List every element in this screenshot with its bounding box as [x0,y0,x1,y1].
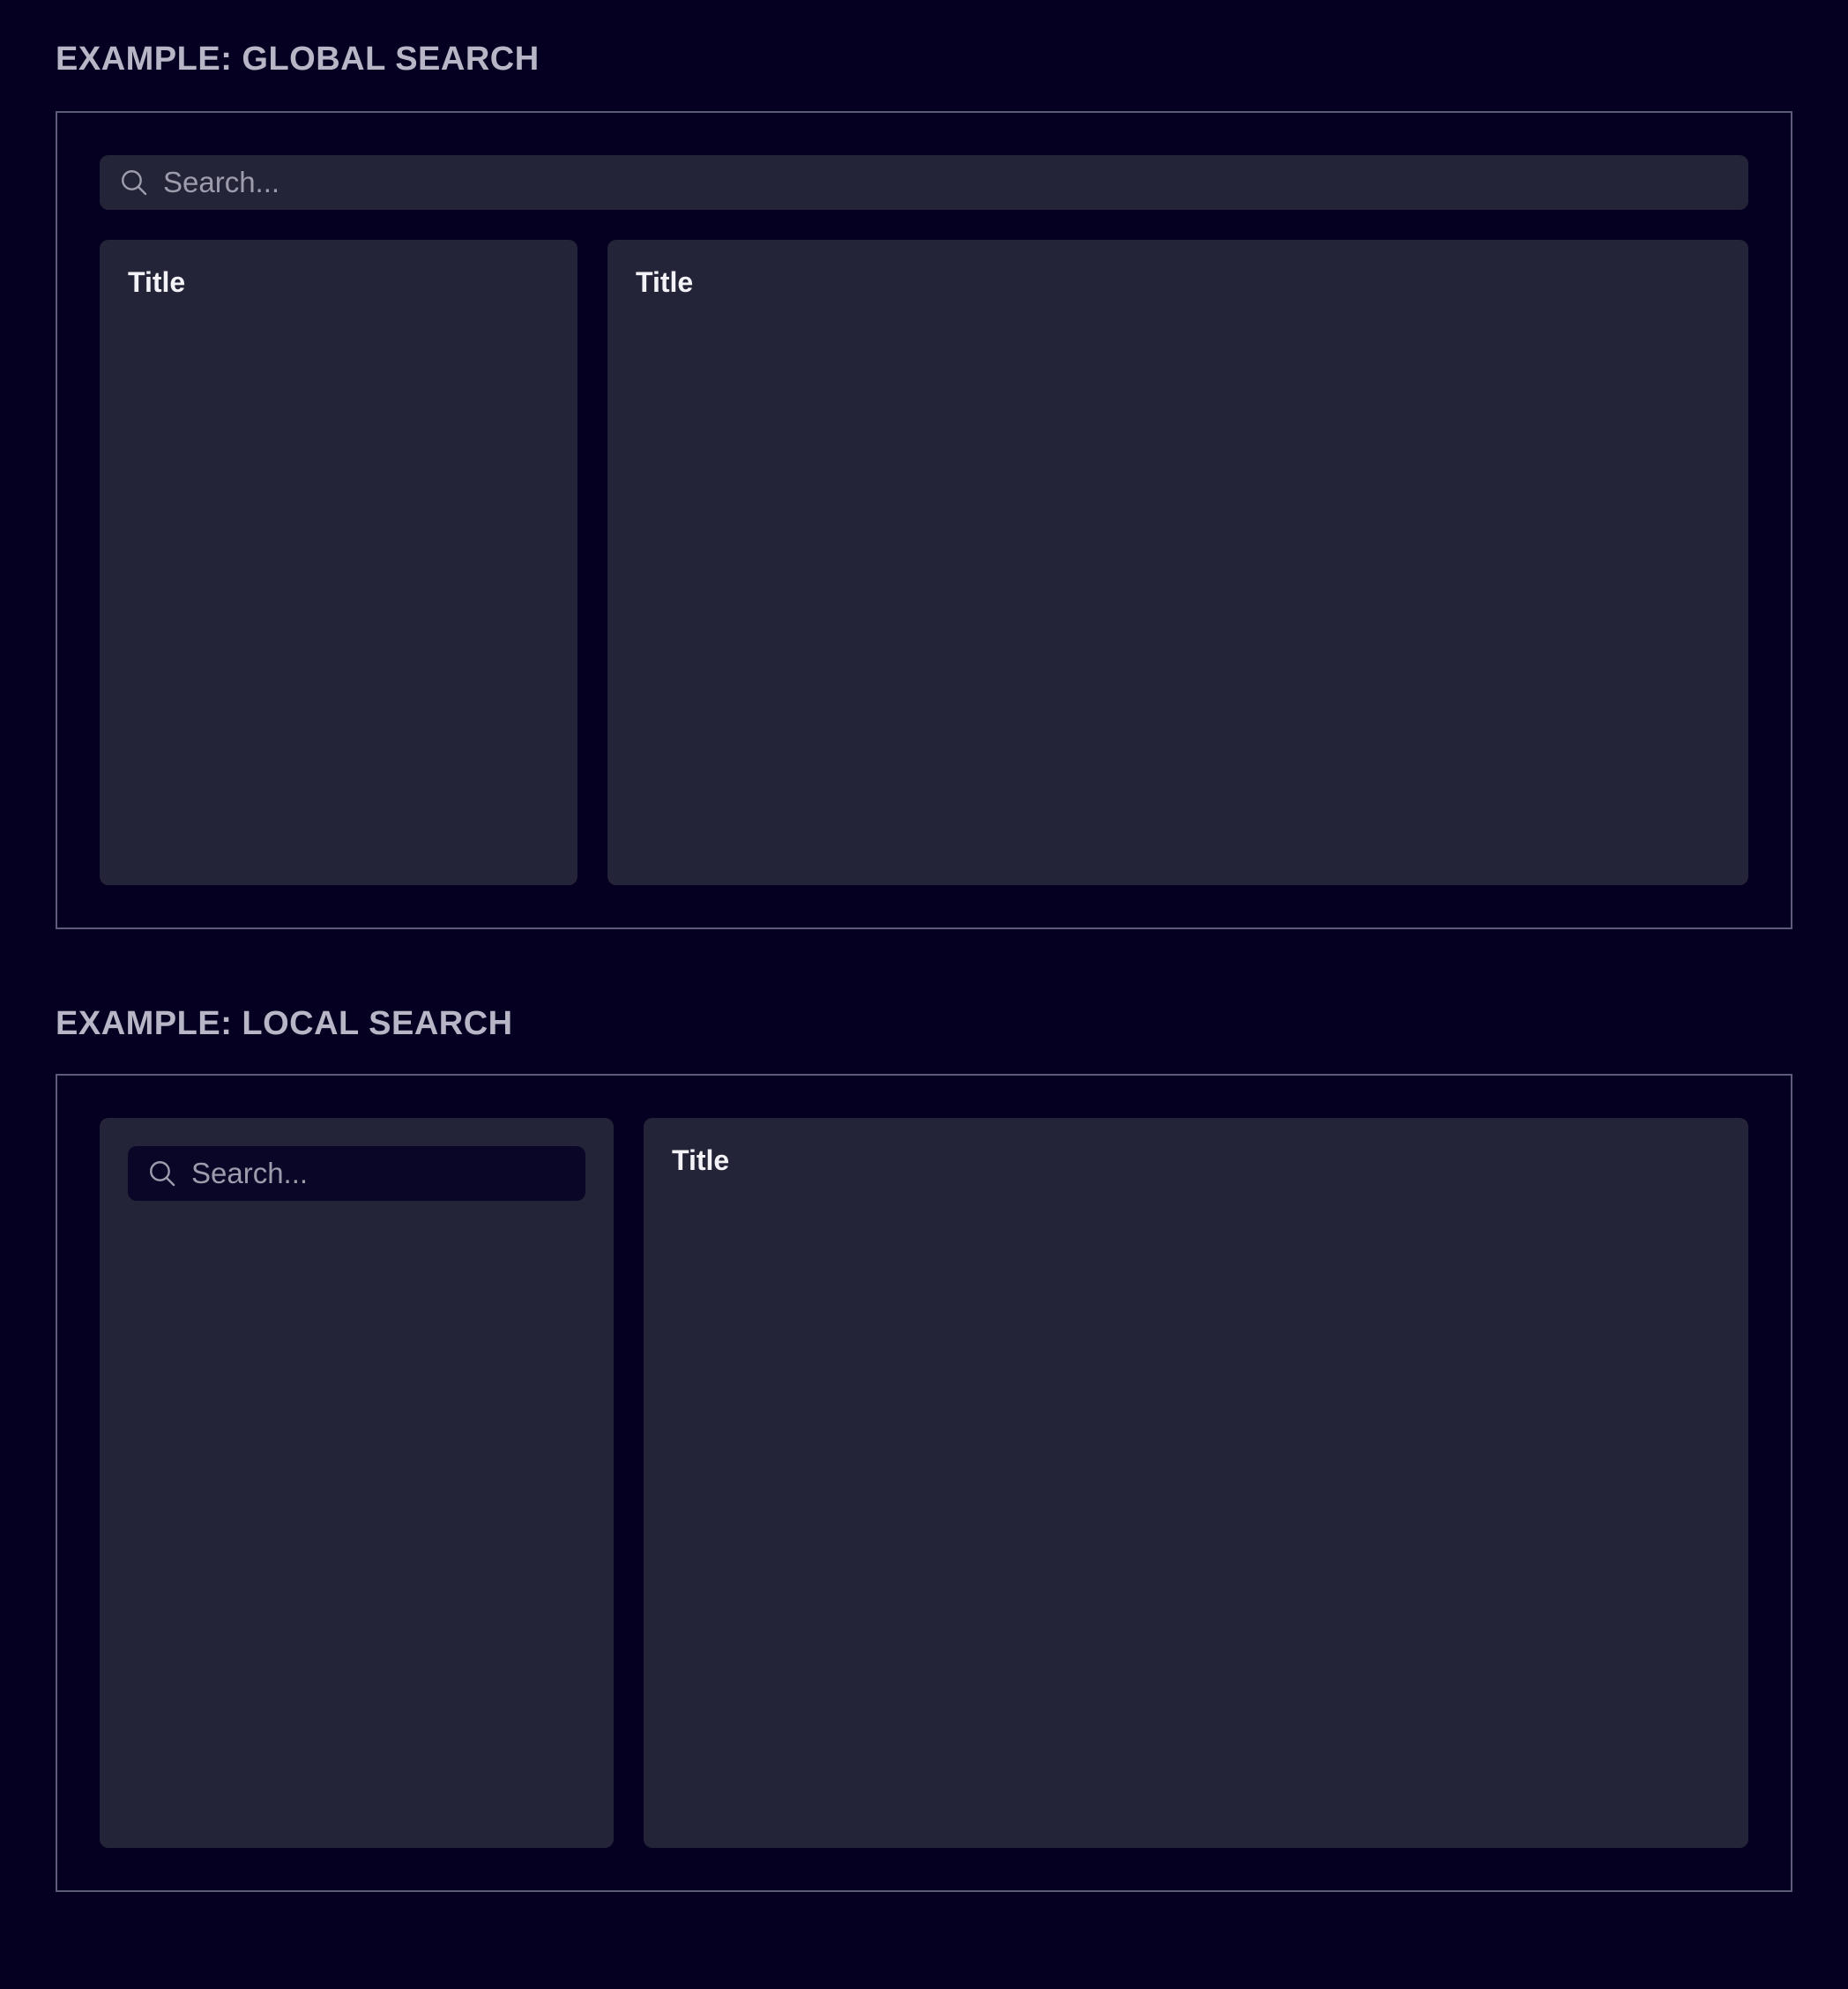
local-search-bar[interactable] [128,1146,585,1201]
global-results-row [100,240,1748,885]
panel-title: Title [128,265,186,298]
section-heading-global: EXAMPLE: GLOBAL SEARCH [56,41,540,78]
global-list-panel [100,240,578,885]
local-results-row [100,1118,1748,1848]
page-root [0,42,1848,1892]
global-search-bar[interactable] [100,155,1748,210]
local-search-frame [56,1074,1792,1892]
local-search-input[interactable] [191,1157,566,1190]
local-list-panel [100,1118,614,1848]
global-detail-panel [607,240,1748,885]
panel-title: Title [636,265,694,298]
search-icon [147,1158,177,1188]
section-heading-local: EXAMPLE: LOCAL SEARCH [56,1004,513,1042]
panel-title: Title [672,1143,730,1176]
global-search-input[interactable] [163,166,1729,199]
global-search-frame [56,111,1792,929]
search-icon [119,168,149,197]
local-detail-panel [644,1118,1748,1848]
